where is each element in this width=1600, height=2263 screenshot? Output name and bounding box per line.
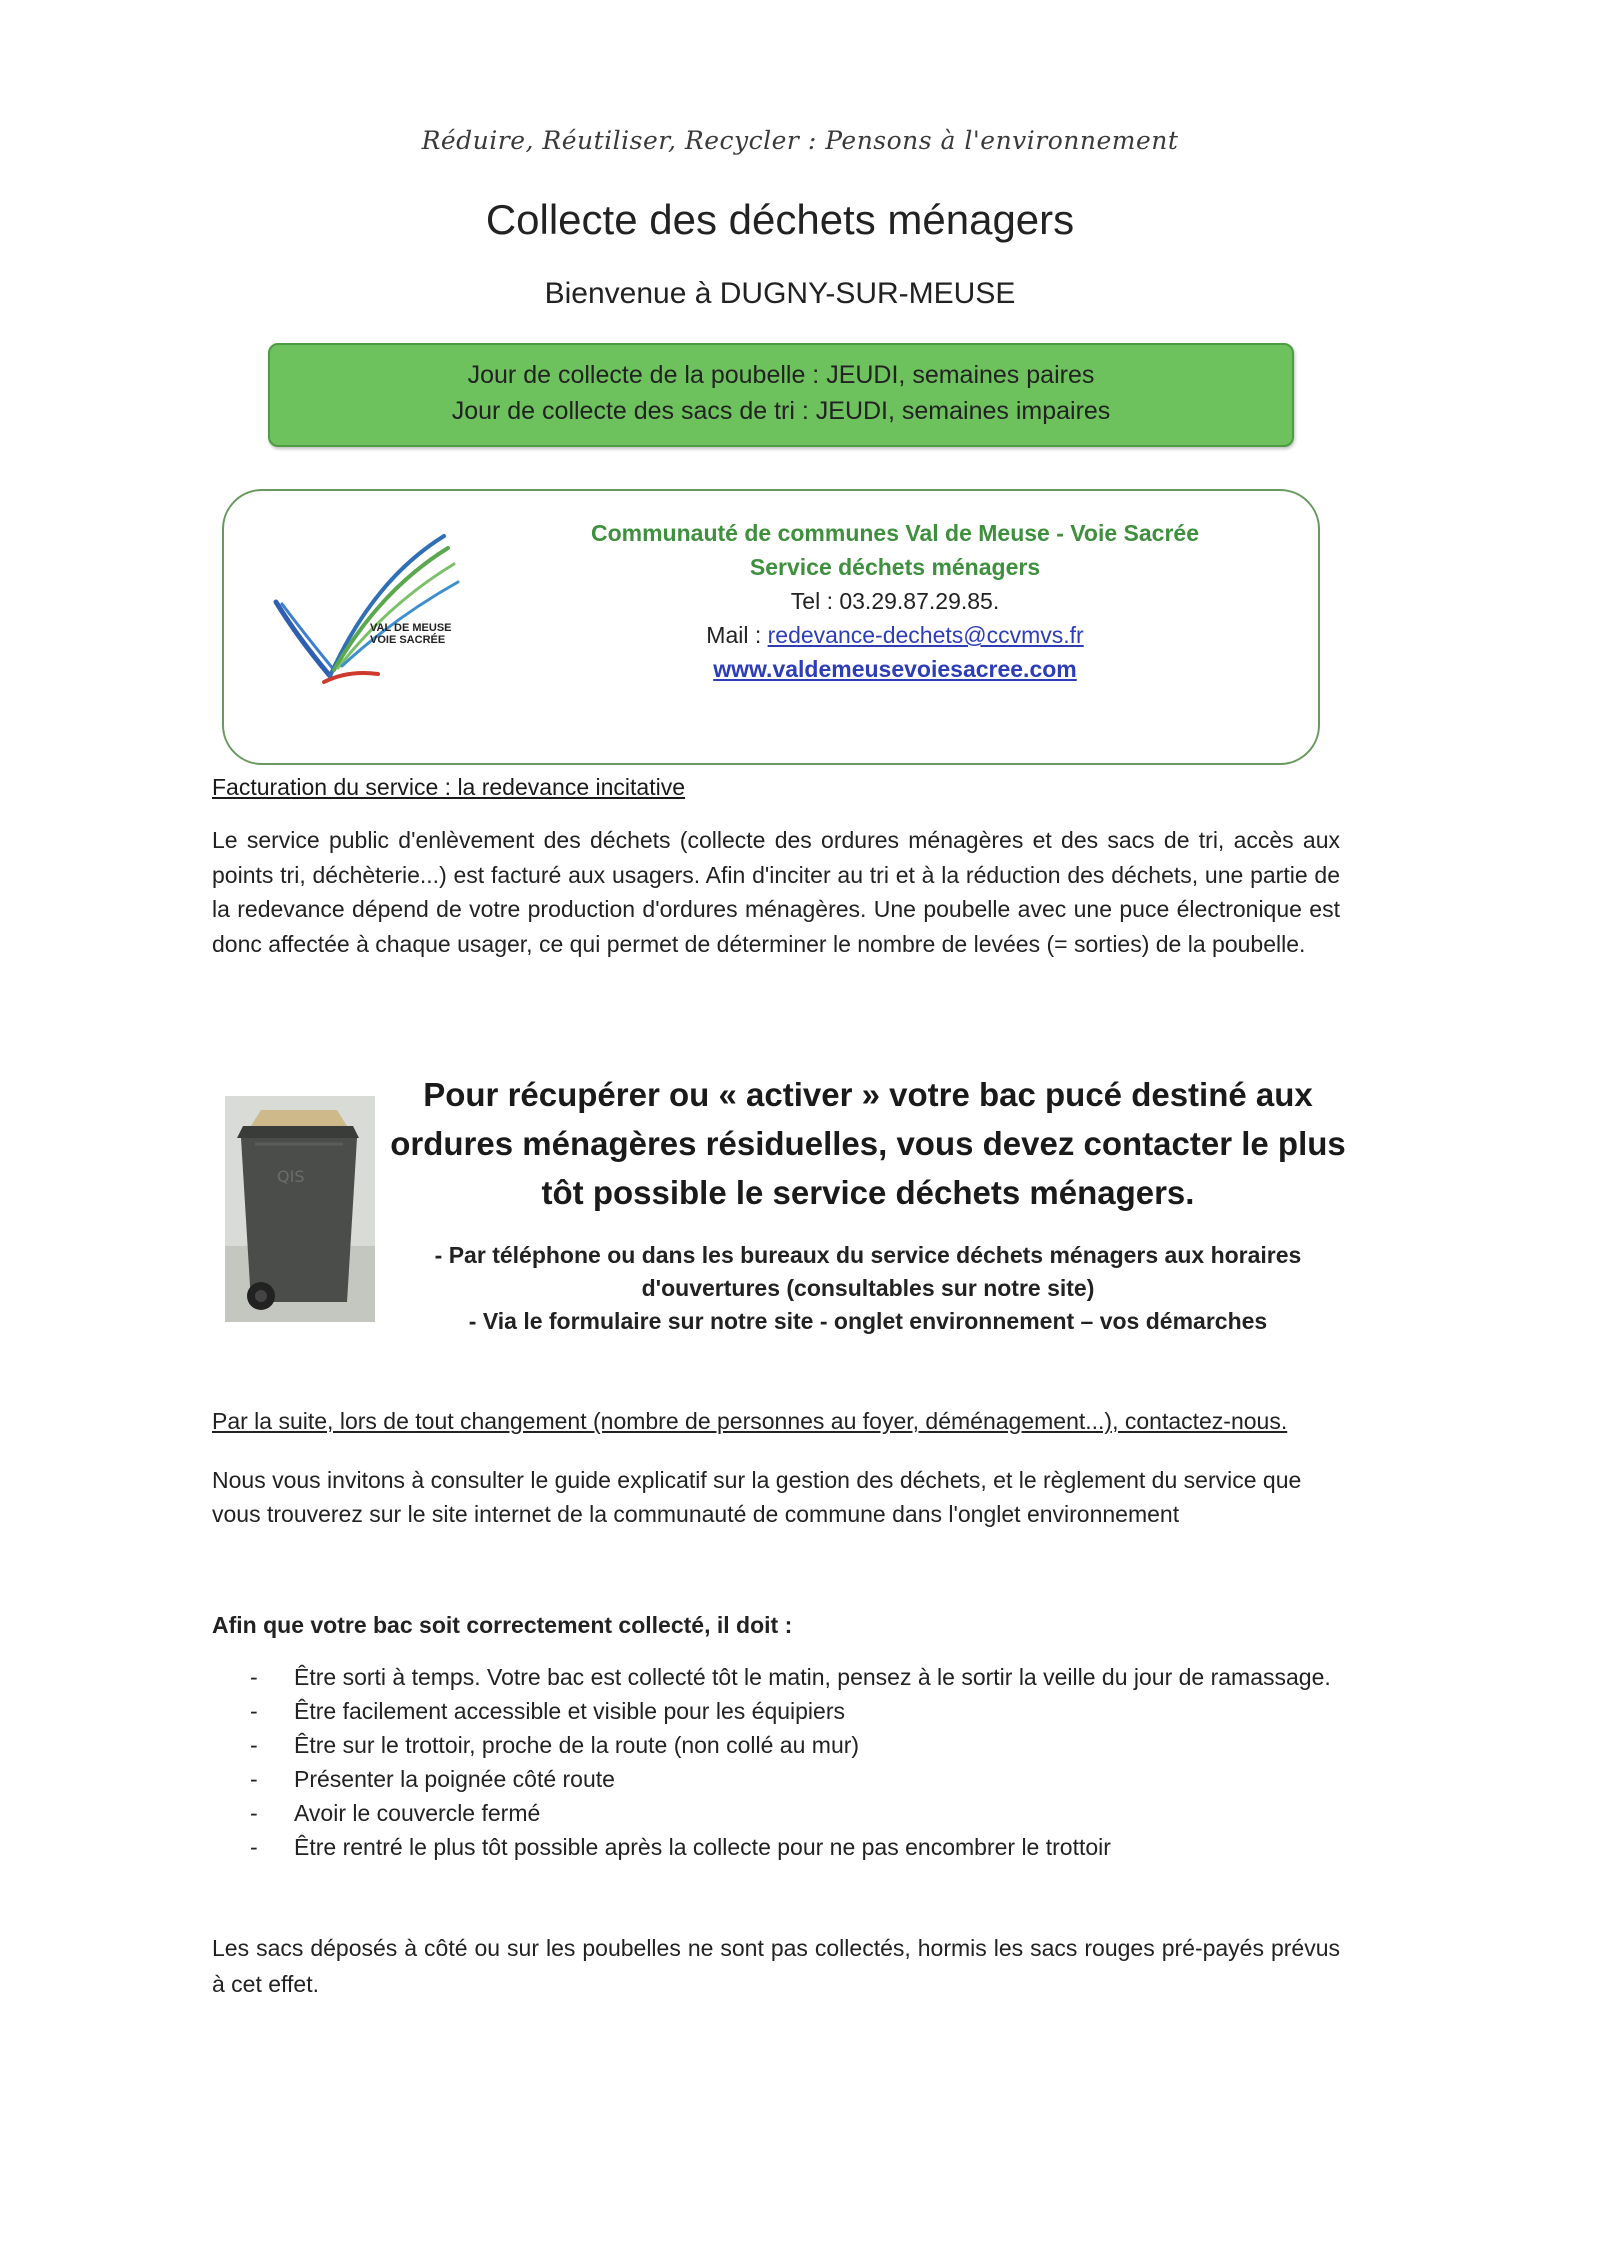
bags-notice: Les sacs déposés à côté ou sur les poubelles ne sont pas collectés, hormis les sacs rouges pré-payés prévus à cet effet. bbox=[212, 1935, 1340, 1997]
guide-paragraph: Nous vous invitons à consulter le guide explicatif sur la gestion des déchets, et le règlement du service que vous trouverez sur le site internet de la communauté de commune dans l'onglet environnement bbox=[212, 1467, 1302, 1527]
list-item: - Présenter la poignée côté route bbox=[212, 1762, 1340, 1796]
wheelie-bin-photo bbox=[225, 1096, 375, 1322]
activation-notice bbox=[385, 1070, 1351, 1338]
collection-days-box bbox=[268, 343, 1294, 447]
bullet: - bbox=[250, 1766, 258, 1792]
mail-line bbox=[540, 618, 1250, 652]
phone-number: Tel : 03.29.87.29.85. bbox=[790, 588, 1000, 614]
changes-notice: Par la suite, lors de tout changement (nombre de personnes au foyer, déménagement...), contactez-nous. bbox=[212, 1408, 1288, 1434]
list-item: - Être facilement accessible et visible pour les équipiers bbox=[212, 1694, 1340, 1728]
bullet: - bbox=[250, 1800, 258, 1826]
billing-paragraph: Le service public d'enlèvement des déchets (collecte des ordures ménagères et des sacs de tri, accès aux points tri, déchèterie...) est facturé aux usagers. Afin d'inciter au tri et à la réduction des déchets, une partie de la redevance dépend de votre production d'ordures ménagères. Une poubelle avec une puce électronique est donc affectée à chaque usager, ce qui permet de déterminer le nombre de levées (= sorties) de la poubelle. bbox=[212, 827, 1340, 957]
billing-heading: Facturation du service : la redevance incitative bbox=[212, 774, 686, 800]
checkmark-logo-icon bbox=[268, 520, 478, 690]
activation-options bbox=[385, 1239, 1351, 1338]
val-de-meuse-logo bbox=[268, 520, 478, 690]
email-link[interactable]: redevance-dechets@ccvmvs.fr bbox=[767, 622, 1084, 648]
bin-collection-day: Jour de collecte de la poubelle : JEUDI, semaines paires bbox=[467, 361, 1095, 389]
list-item: - Avoir le couvercle fermé bbox=[212, 1796, 1340, 1830]
welcome-line: Bienvenue à DUGNY-SUR-MEUSE bbox=[544, 277, 1016, 310]
bullet: - bbox=[250, 1698, 258, 1724]
activation-option-phone: - Par téléphone ou dans les bureaux du service déchets ménagers aux horaires d'ouvertures (consultables sur notre site) bbox=[434, 1242, 1302, 1301]
bullet: - bbox=[250, 1834, 258, 1860]
motto: Réduire, Réutiliser, Recycler : Pensons à l'environnement bbox=[421, 126, 1179, 155]
activation-heading: Pour récupérer ou « activer » votre bac pucé destiné aux ordures ménagères résiduelles, vous devez contacter le plus tôt possible le service déchets ménagers. bbox=[390, 1076, 1346, 1211]
service-name: Service déchets ménagers bbox=[749, 554, 1041, 580]
organization-name: Communauté de communes Val de Meuse - Voie Sacrée bbox=[591, 520, 1199, 546]
rules-list bbox=[212, 1660, 1340, 1864]
list-item: - Être rentré le plus tôt possible après la collecte pour ne pas encombrer le trottoir bbox=[212, 1830, 1340, 1864]
contact-info bbox=[540, 516, 1250, 686]
list-item: - Être sur le trottoir, proche de la route (non collé au mur) bbox=[212, 1728, 1340, 1762]
mail-label: Mail : bbox=[706, 622, 768, 648]
page-title: Collecte des déchets ménagers bbox=[485, 196, 1075, 243]
activation-option-form: - Via le formulaire sur notre site - onglet environnement – vos démarches bbox=[468, 1308, 1268, 1334]
bullet: - bbox=[250, 1732, 258, 1758]
trash-bin-icon bbox=[225, 1096, 375, 1322]
rules-heading: Afin que votre bac soit correctement collecté, il doit : bbox=[212, 1612, 793, 1638]
website-link[interactable]: www.valdemeusevoiesacree.com bbox=[713, 656, 1077, 682]
logo-text: VAL DE MEUSE VOIE SACRÉE bbox=[370, 622, 452, 646]
list-item: - Être sorti à temps. Votre bac est collecté tôt le matin, pensez à le sortir la veille du jour de ramassage. bbox=[212, 1660, 1340, 1694]
bullet: - bbox=[250, 1664, 258, 1690]
bag-collection-day: Jour de collecte des sacs de tri : JEUDI, semaines impaires bbox=[451, 397, 1111, 425]
svg-text:QIS: QIS bbox=[277, 1167, 305, 1186]
